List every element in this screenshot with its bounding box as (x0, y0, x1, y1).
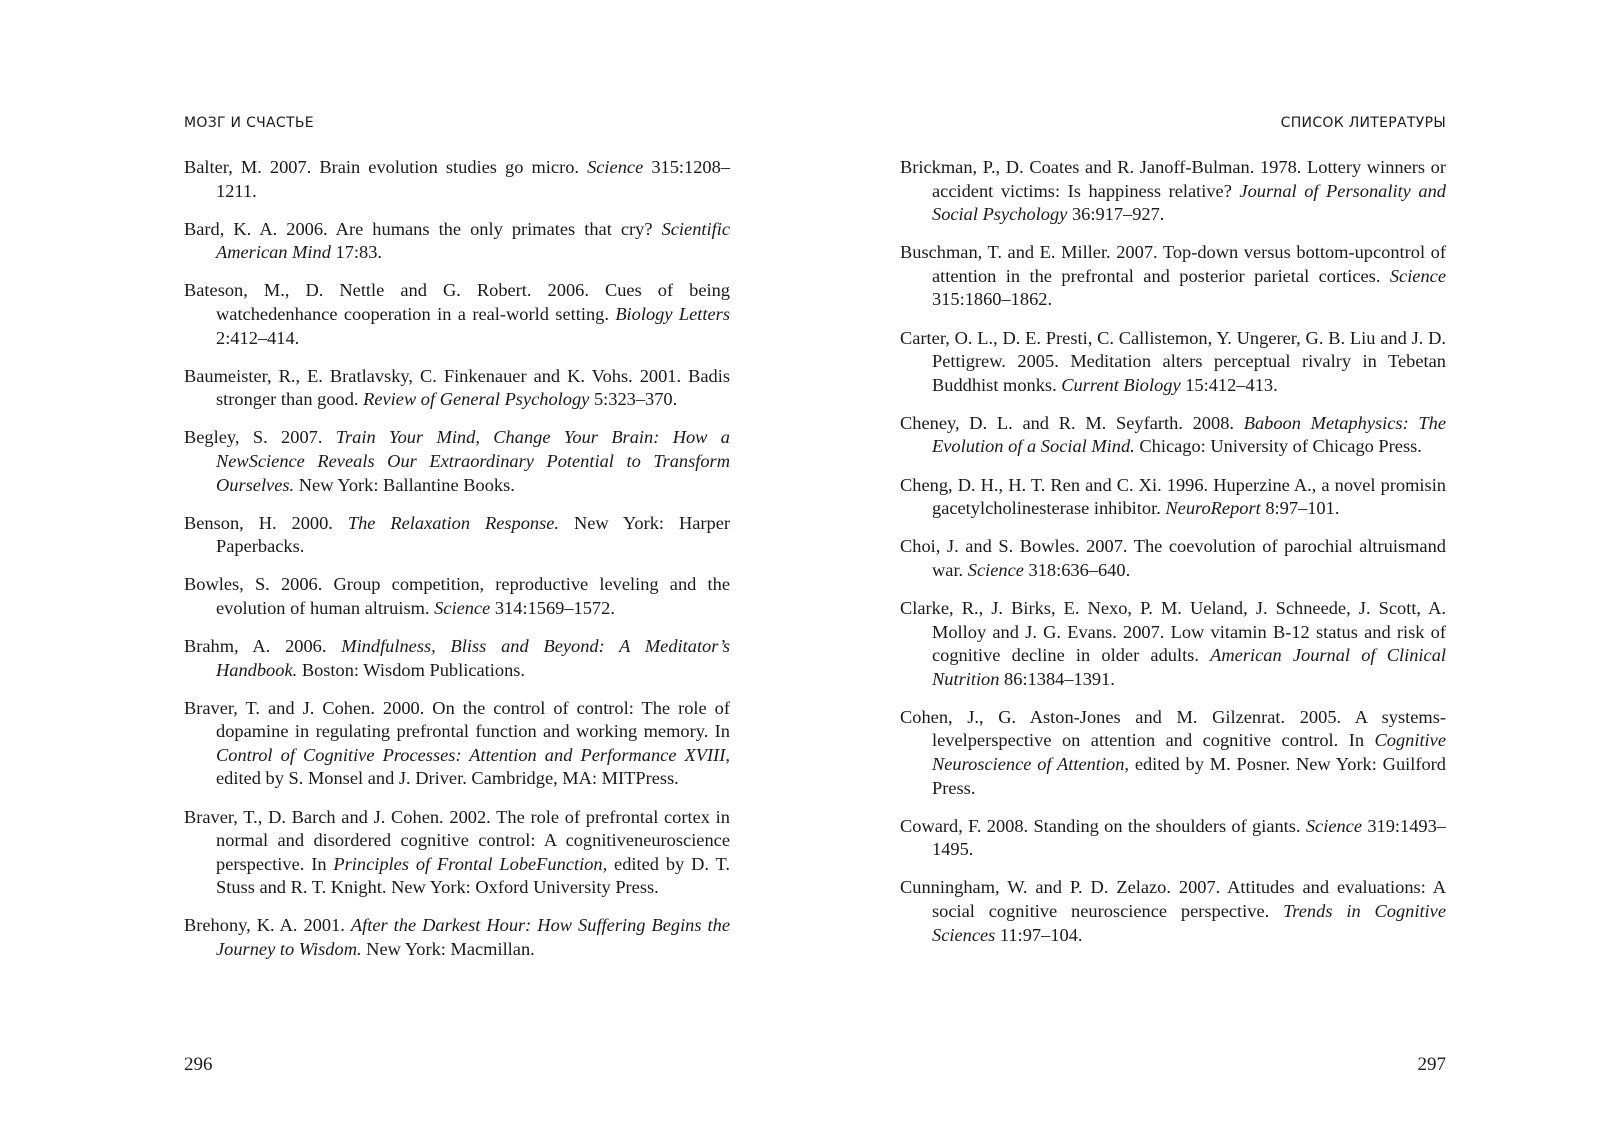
page-number: 296 (184, 1054, 213, 1075)
reference-title-italic: Current Biology (1061, 374, 1181, 395)
reference-text: Clarke, R., J. Birks, E. Nexo, P. M. Ueland, J. Schneede, J. Scott, A. Molloy and J. G. Evans. 2007. Low vitamin B-12 status and risk of cognitive decline in older adults. (900, 597, 1446, 666)
reference-text: 319:1493–1495. (932, 815, 1446, 860)
reference-title-italic: Cognitive Neuroscience of Attention, (932, 730, 1446, 774)
reference-entry (900, 535, 1446, 582)
reference-text: Braver, T., D. Barch and J. Cohen. 2002. The role of prefrontal cortex in normal and disordered cognitive control: A cognitiveneuroscience perspective. In (184, 806, 730, 874)
reference-text: edited by D. T. Stuss and R. T. Knight. New York: Oxford University Press. (216, 853, 730, 898)
reference-text: Bard, K. A. 2006. Are humans the only primates that cry? (184, 218, 662, 239)
reference-entry (184, 573, 730, 620)
reference-text: Cheney, D. L. and R. M. Seyfarth. 2008. (900, 412, 1244, 433)
reference-text: Chicago: University of Chicago Press. (1134, 436, 1422, 457)
right-page (900, 0, 1446, 1132)
reference-title-italic: Journal of Personality and Social Psychology (932, 180, 1446, 225)
reference-entry (900, 876, 1446, 947)
reference-text: Bowles, S. 2006. Group competition, reproductive leveling and the evolution of human altruism. (184, 574, 730, 618)
reference-text: 315:1208–1211. (216, 157, 730, 201)
reference-entry (184, 218, 730, 265)
reference-title-italic: Control of Cognitive Processes: Attention and Performance XVIII, (216, 744, 730, 765)
reference-title-italic: Mindfulness, Bliss and Beyond: A Meditator’s Handbook. (216, 636, 731, 680)
reference-title-italic: Biology Letters (615, 303, 731, 324)
reference-text: 314:1569–1572. (490, 597, 615, 618)
left-page (184, 0, 730, 1132)
reference-text: Coward, F. 2008. Standing on the shoulders of giants. (900, 815, 1306, 836)
reference-text: Brahm, A. 2006. (184, 636, 342, 656)
reference-entry (900, 815, 1446, 862)
reference-text: New York: Harper Paperbacks. (216, 512, 730, 557)
reference-text: 86:1384–1391. (999, 668, 1115, 689)
reference-text: Cunningham, W. and P. D. Zelazo. 2007. Attitudes and evaluations: A social cognitive neuroscience perspective. (900, 877, 1446, 921)
reference-text: 11:97–104. (995, 924, 1083, 945)
reference-text: Benson, H. 2000. (184, 512, 348, 533)
reference-title-italic: NeuroReport (1165, 498, 1261, 519)
reference-title-italic: Review of General Psychology (363, 389, 590, 410)
reference-entry (900, 474, 1446, 521)
reference-entry (184, 697, 730, 791)
reference-text: 17:83. (330, 242, 383, 263)
reference-title-italic: Science (587, 157, 644, 177)
reference-entry (184, 635, 730, 682)
reference-title-italic: Science (434, 597, 491, 618)
reference-entry (184, 279, 730, 350)
reference-text: Brickman, P., D. Coates and R. Janoff-Bulman. 1978. Lottery winners or accident victims: Is happiness relative? (900, 157, 1446, 201)
reference-title-italic: The Relaxation Response. (347, 512, 560, 533)
reference-text: edited by M. Posner. New York: Guilford Press. (932, 753, 1447, 798)
reference-entry (184, 806, 730, 900)
reference-title-italic: Scientific American Mind (216, 218, 730, 263)
reference-title-italic: Science (1305, 815, 1363, 836)
reference-text: edited by S. Monsel and J. Driver. Cambridge, MA: MITPress. (216, 768, 679, 789)
reference-entry (900, 706, 1446, 800)
reference-text: 318:636–640. (1023, 559, 1131, 580)
reference-entry (184, 426, 730, 497)
reference-entry (900, 597, 1446, 691)
reference-text: Baumeister, R., E. Bratlavsky, C. Finkenauer and K. Vohs. 2001. Badis stronger than good. (184, 365, 730, 410)
reference-text: 2:412–414. (216, 327, 300, 348)
reference-text: Bateson, M., D. Nettle and G. Robert. 2006. Cues of being watchedenhance cooperation in a real-world setting. (184, 280, 730, 324)
reference-text: Choi, J. and S. Bowles. 2007. The coevolution of parochial altruismand war. (900, 536, 1446, 580)
reference-title-italic: Train Your Mind, Change Your Brain: How a NewScience Reveals Our Extraordinary Potential to Transform Ourselves. (216, 427, 731, 495)
reference-title-italic: Principles of Frontal LobeFunction, (333, 853, 608, 874)
reference-text: Balter, M. 2007. Brain evolution studies go micro. (184, 157, 588, 177)
running-head: МОЗГ И СЧАСТЬЕ (184, 115, 314, 131)
reference-entry (184, 365, 730, 412)
reference-text: Buschman, T. and E. Miller. 2007. Top-down versus bottom-upcontrol of attention in the prefrontal and posterior parietal cortices. (900, 242, 1446, 286)
reference-list (184, 156, 730, 976)
reference-list (900, 156, 1446, 962)
reference-text: 36:917–927. (1067, 204, 1165, 225)
reference-text: Carter, O. L., D. E. Presti, C. Callistemon, Y. Ungerer, G. B. Liu and J. D. Pettigrew. 2005. Meditation alters perceptual rivalry in Tebetan Buddhist monks. (900, 327, 1446, 395)
reference-text: New York: Ballantine Books. (294, 474, 515, 495)
reference-entry (900, 156, 1446, 227)
page-number: 297 (1417, 1054, 1446, 1075)
reference-entry (900, 412, 1446, 459)
reference-text: Cheng, D. H., H. T. Ren and C. Xi. 1996. Huperzine A., a novel promisin gacetylcholinesterase inhibitor. (900, 474, 1446, 519)
reference-text: Cohen, J., G. Aston-Jones and M. Gilzenrat. 2005. A systems-levelperspective on attention and cognitive control. In (900, 706, 1446, 751)
reference-entry (184, 512, 730, 559)
reference-text: 15:412–413. (1180, 374, 1278, 395)
reference-title-italic: Baboon Metaphysics: The Evolution of a Social Mind. (932, 412, 1447, 457)
reference-entry (184, 156, 730, 203)
reference-text: 5:323–370. (589, 389, 678, 410)
reference-text: Brehony, K. A. 2001. (184, 915, 351, 936)
reference-title-italic: American Journal of Clinical Nutrition (932, 645, 1446, 689)
running-head: СПИСОК ЛИТЕРАТУРЫ (1280, 115, 1446, 131)
reference-title-italic: Science (967, 559, 1024, 580)
reference-text: 8:97–101. (1260, 498, 1340, 519)
reference-text: New York: Macmillan. (361, 939, 535, 960)
reference-title-italic: Trends in Cognitive Sciences (932, 900, 1446, 945)
reference-text: 315:1860–1862. (932, 289, 1053, 310)
reference-entry (184, 914, 730, 961)
reference-entry (900, 241, 1446, 312)
reference-entry (900, 327, 1446, 398)
reference-text: Braver, T. and J. Cohen. 2000. On the control of control: The role of dopamine in regulating prefrontal function and working memory. In (184, 697, 730, 742)
reference-text: Begley, S. 2007. (184, 427, 336, 448)
reference-title-italic: Science (1389, 265, 1446, 286)
reference-text: Boston: Wisdom Publications. (297, 659, 526, 680)
reference-title-italic: After the Darkest Hour: How Suffering Begins the Journey to Wisdom. (216, 915, 731, 960)
